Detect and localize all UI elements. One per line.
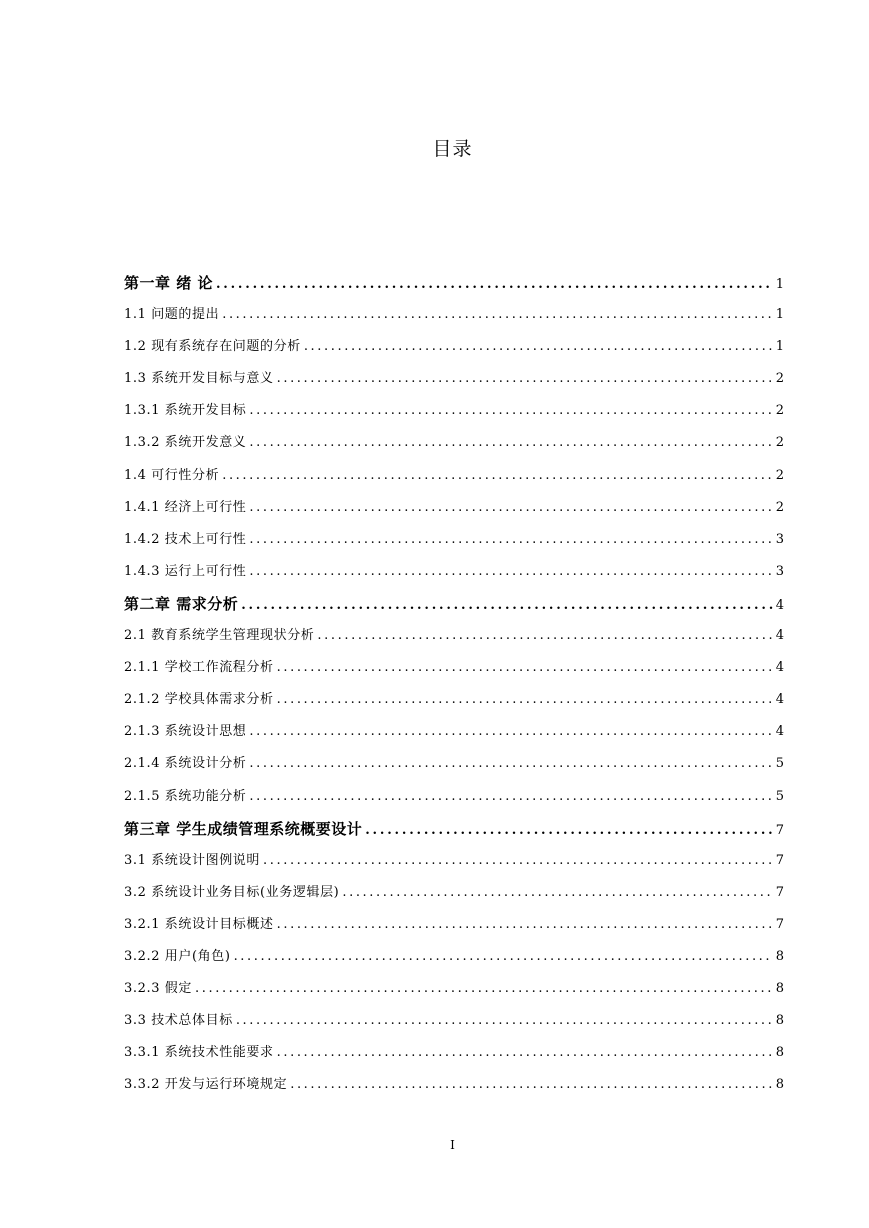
page-number: I (450, 1138, 455, 1152)
toc-dot-leader (234, 941, 773, 973)
toc-entry[interactable] (124, 524, 784, 556)
toc-entry[interactable] (124, 460, 784, 492)
toc-entry-page-number: 8 (775, 1077, 784, 1093)
toc-dot-leader (317, 620, 772, 652)
toc-dot-leader (277, 684, 773, 716)
toc-dot-leader (249, 556, 772, 588)
toc-entry-page-number: 4 (775, 692, 784, 708)
toc-entry-page-number: 2 (775, 499, 784, 515)
toc-dot-leader (222, 460, 773, 492)
toc-entry-label: 1.4.3 运行上可行性 (124, 563, 247, 579)
toc-entry-page-number: 8 (775, 981, 784, 997)
toc-entry-page-number: 8 (775, 1013, 784, 1029)
toc-entry-label: 1.3.2 系统开发意义 (124, 435, 247, 451)
toc-entry-page-number: 8 (775, 1045, 784, 1061)
toc-entry-page-number: 2 (775, 435, 784, 451)
toc-chapter-entry[interactable] (124, 588, 784, 620)
toc-entry-label: 2.1.3 系统设计思想 (124, 724, 247, 740)
toc-dot-leader (277, 652, 773, 684)
toc-dot-leader (304, 331, 773, 363)
toc-entry-page-number: 7 (775, 916, 784, 932)
toc-entry-label: 3.2 系统设计业务目标(业务逻辑层) (124, 884, 340, 900)
toc-entry[interactable] (124, 973, 784, 1005)
toc-entry-page-number: 1 (775, 339, 784, 355)
toc-entry-page-number: 2 (775, 371, 784, 387)
toc-entry[interactable] (124, 492, 784, 524)
toc-entry-page-number: 3 (775, 531, 784, 547)
toc-entry-label: 1.1 问题的提出 (124, 307, 220, 323)
toc-entry-page-number: 7 (775, 852, 784, 868)
toc-entry-label: 1.4.1 经济上可行性 (124, 499, 247, 515)
toc-entry[interactable] (124, 748, 784, 780)
toc-entry-label: 3.3 技术总体目标 (124, 1013, 233, 1029)
toc-entry-label: 第二章 需求分析 (124, 594, 239, 613)
toc-entry-label: 1.3.1 系统开发目标 (124, 403, 247, 419)
toc-dot-leader (216, 269, 773, 299)
toc-entry[interactable] (124, 877, 784, 909)
toc-entry-page-number: 4 (775, 724, 784, 740)
toc-dot-leader (249, 492, 772, 524)
toc-entry[interactable] (124, 363, 784, 395)
toc-entry-page-number: 4 (775, 628, 784, 644)
page-title: 目录 (432, 138, 473, 160)
toc-dot-leader (249, 395, 772, 427)
toc-entry[interactable] (124, 395, 784, 427)
toc-entry-page-number: 3 (775, 563, 784, 579)
toc-entry[interactable] (124, 716, 784, 748)
toc-entry-page-number: 7 (775, 884, 784, 900)
toc-entry[interactable] (124, 845, 784, 877)
toc-dot-leader (195, 973, 773, 1005)
toc-entry-label: 3.2.1 系统设计目标概述 (124, 916, 274, 932)
toc-entry-label: 2.1 教育系统学生管理现状分析 (124, 628, 315, 644)
toc-entry[interactable] (124, 556, 784, 588)
toc-entry-page-number: 2 (775, 403, 784, 419)
toc-entry-label: 第三章 学生成绩管理系统概要设计 (124, 819, 363, 838)
toc-dot-leader (277, 363, 773, 395)
toc-entry-label: 1.4 可行性分析 (124, 467, 220, 483)
toc-entry[interactable] (124, 781, 784, 813)
toc-chapter-entry[interactable] (124, 813, 784, 845)
toc-dot-leader (249, 427, 772, 459)
toc-entry-page-number: 5 (775, 756, 784, 772)
toc-entry-page-number: 5 (775, 788, 784, 804)
toc-entry[interactable] (124, 941, 784, 973)
toc-dot-leader (277, 909, 773, 941)
toc-entry-label: 第一章 绪 论 (124, 274, 213, 292)
toc-entry[interactable] (124, 427, 784, 459)
toc-chapter-entry[interactable] (124, 267, 784, 299)
toc-entry[interactable] (124, 1037, 784, 1069)
toc-dot-leader (342, 877, 772, 909)
toc-entry-label: 1.4.2 技术上可行性 (124, 531, 247, 547)
toc-entry-page-number: 4 (775, 597, 784, 613)
toc-entry-label: 3.1 系统设计图例说明 (124, 852, 261, 868)
toc-entry-page-number: 7 (775, 822, 784, 838)
toc-dot-leader (263, 845, 773, 877)
toc-entry-label: 2.1.1 学校工作流程分析 (124, 660, 274, 676)
toc-dot-leader (249, 716, 772, 748)
toc-entry[interactable] (124, 684, 784, 716)
toc-dot-leader (249, 524, 772, 556)
toc-dot-leader (290, 1069, 773, 1101)
toc-entry-label: 3.2.2 用户(角色) (124, 948, 231, 964)
toc-entry-label: 3.3.2 开发与运行环境规定 (124, 1077, 288, 1093)
toc-entry-page-number: 8 (775, 948, 784, 964)
toc-entry-page-number: 4 (775, 660, 784, 676)
toc-entry-label: 1.2 现有系统存在问题的分析 (124, 339, 301, 355)
toc-entry-page-number: 2 (775, 467, 784, 483)
toc-entry[interactable] (124, 909, 784, 941)
toc-entry[interactable] (124, 299, 784, 331)
toc-entry-label: 3.3.1 系统技术性能要求 (124, 1045, 274, 1061)
toc-entry-label: 1.3 系统开发目标与意义 (124, 371, 274, 387)
toc-dot-leader (249, 748, 772, 780)
table-of-contents (124, 267, 784, 1101)
toc-entry[interactable] (124, 620, 784, 652)
toc-dot-leader (249, 781, 772, 813)
toc-entry[interactable] (124, 652, 784, 684)
toc-entry-page-number: 1 (775, 307, 784, 323)
toc-dot-leader (277, 1037, 773, 1069)
toc-dot-leader (365, 815, 772, 845)
toc-entry-label: 2.1.2 学校具体需求分析 (124, 692, 274, 708)
toc-entry[interactable] (124, 331, 784, 363)
toc-entry-page-number: 1 (775, 277, 784, 292)
toc-dot-leader (236, 1005, 773, 1037)
toc-entry-label: 3.2.3 假定 (124, 981, 193, 997)
toc-dot-leader (222, 299, 773, 331)
toc-entry-label: 2.1.5 系统功能分析 (124, 788, 247, 804)
toc-entry-label: 2.1.4 系统设计分析 (124, 756, 247, 772)
toc-entry[interactable] (124, 1005, 784, 1037)
toc-entry[interactable] (124, 1069, 784, 1101)
toc-dot-leader (241, 590, 772, 620)
